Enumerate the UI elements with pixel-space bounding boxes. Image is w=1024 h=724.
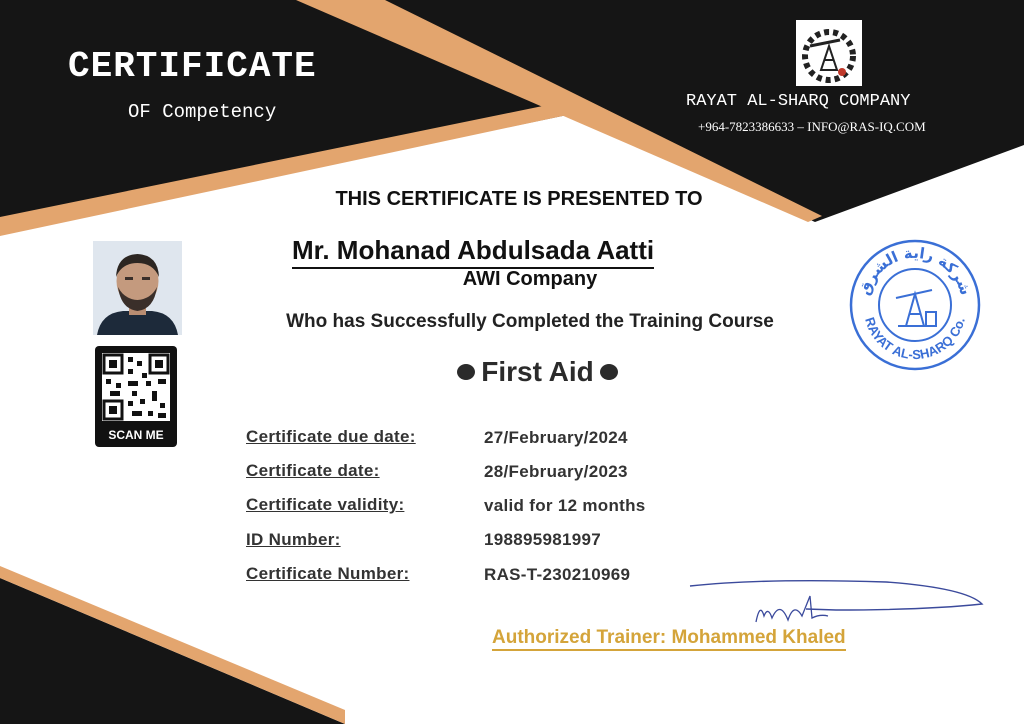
certificate-date-value: 28/February/2023	[484, 462, 628, 481]
company-contact: +964-7823386633 – INFO@RAS-IQ.COM	[698, 119, 926, 134]
recipient-name: Mr. Mohanad Abdulsada Aatti	[292, 235, 654, 269]
certificate-subtitle: OF Competency	[128, 101, 277, 123]
recipient-company: AWI Company	[462, 268, 598, 290]
certificate-number-value: RAS-T-230210969	[484, 565, 631, 584]
svg-text:شركة راية الشرق	[855, 244, 975, 298]
qr-code[interactable]	[95, 346, 177, 447]
completion-statement: Who has Successfully Completed the Training Course	[286, 311, 774, 332]
course-name: First Aid	[481, 356, 594, 387]
id-number-value: 198895981997	[484, 530, 602, 549]
id-number-label: ID Number:	[246, 530, 341, 549]
due-date-label: Certificate due date:	[246, 427, 416, 446]
trainer-signature	[686, 576, 986, 628]
company-name: RAYAT AL-SHARQ COMPANY	[686, 92, 911, 111]
qr-label: SCAN ME	[108, 428, 164, 442]
svg-text:RAYAT AL-SHARQ Co.	[862, 315, 968, 362]
authorized-trainer: Authorized Trainer: Mohammed Khaled	[492, 627, 846, 651]
oil-derrick-icon	[796, 20, 862, 86]
company-stamp	[848, 238, 982, 372]
stamp-arabic-text: شركة راية الشرق	[855, 243, 975, 298]
due-date-value: 27/February/2024	[484, 428, 628, 447]
certificate-number-label: Certificate Number:	[246, 564, 410, 583]
validity-label: Certificate validity:	[246, 495, 405, 514]
bullet-icon	[600, 364, 618, 380]
validity-value: valid for 12 months	[484, 496, 646, 515]
recipient-photo	[93, 241, 182, 335]
certificate-date-label: Certificate date:	[246, 461, 380, 480]
person-portrait-icon	[93, 241, 182, 335]
qr-pattern	[102, 353, 170, 421]
bullet-icon	[457, 364, 475, 380]
stamp-english-text: RAYAT AL-SHARQ Co.	[862, 315, 968, 363]
oil-derrick-icon	[896, 290, 936, 326]
company-logo	[796, 20, 862, 86]
presented-to-heading: THIS CERTIFICATE IS PRESENTED TO	[335, 188, 703, 210]
certificate-title: CERTIFICATE	[68, 46, 317, 87]
